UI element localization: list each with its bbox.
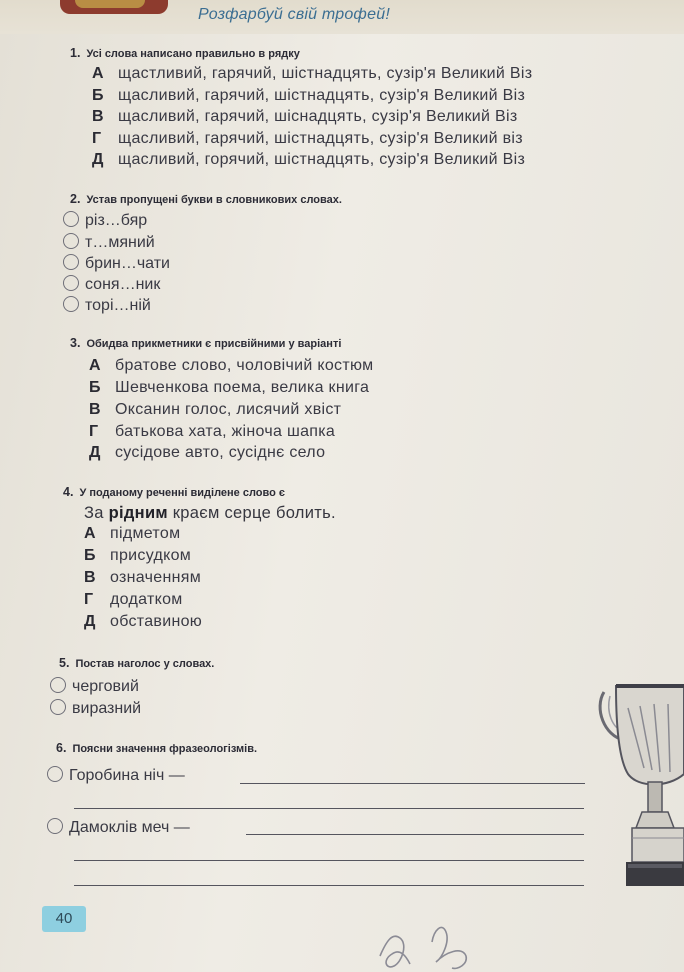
option-letter: В xyxy=(92,108,104,125)
question-1-title xyxy=(70,46,300,60)
question-4-number: 4. xyxy=(63,485,74,499)
q1-option-c[interactable] xyxy=(92,108,517,126)
question-3-text: Обидва прикметники є присвійними у варіанті xyxy=(86,338,342,350)
q3-option-c[interactable] xyxy=(89,401,341,419)
q3-option-d[interactable] xyxy=(89,423,335,441)
question-5-number: 5. xyxy=(59,656,70,670)
highlighted-word: рідним xyxy=(108,504,168,522)
option-letter: А xyxy=(89,357,101,374)
circle-marker-icon[interactable] xyxy=(47,766,63,782)
option-text: Шевченкова поема, велика книга xyxy=(115,379,370,396)
circle-marker-icon[interactable] xyxy=(50,677,66,693)
option-text: означенням xyxy=(110,569,202,586)
q3-option-a[interactable] xyxy=(89,357,373,375)
q2-item[interactable] xyxy=(63,275,160,294)
q3-option-b[interactable] xyxy=(89,379,369,397)
q4-sentence xyxy=(84,504,336,523)
option-text: присудком xyxy=(110,547,192,564)
q4-option-c[interactable] xyxy=(84,569,201,587)
option-letter: В xyxy=(84,569,96,586)
q1-option-b[interactable] xyxy=(92,87,525,105)
question-6-title xyxy=(56,741,257,755)
option-text: братове слово, чоловічий костюм xyxy=(115,357,374,374)
circle-marker-icon[interactable] xyxy=(63,233,79,249)
option-text: щасливий, гарячий, шістнадцять, сузір'я Великий віз xyxy=(118,130,523,147)
q6-item[interactable] xyxy=(47,818,190,837)
question-6-text: Поясни значення фразеологізмів. xyxy=(72,743,258,755)
option-text: підметом xyxy=(110,525,181,542)
page-title: Розфарбуй свій трофей! xyxy=(198,6,391,23)
question-2-text: Устав пропущені букви в словникових словах. xyxy=(86,194,342,206)
option-letter: В xyxy=(89,401,101,418)
option-letter: Д xyxy=(84,613,96,630)
q2-item-text: торі…ній xyxy=(85,297,151,314)
q6-item-text: Дамоклів меч — xyxy=(69,819,190,836)
answer-line[interactable] xyxy=(246,834,584,835)
q2-item-text: різ…бяр xyxy=(85,212,148,229)
q4-option-e[interactable] xyxy=(84,613,202,631)
option-text: сусідове авто, сусіднє село xyxy=(115,444,326,461)
q2-item[interactable] xyxy=(63,211,147,230)
q1-option-d[interactable] xyxy=(92,130,523,148)
trophy-icon xyxy=(598,678,684,892)
option-letter: А xyxy=(92,65,104,82)
option-text: щасливий, гарячий, шіснадцять, сузір'я Великий Віз xyxy=(118,108,518,125)
question-6-number: 6. xyxy=(56,741,67,755)
option-letter: Б xyxy=(92,87,104,104)
option-text: щасливий, горячий, шістнадцять, сузір'я Великий Віз xyxy=(118,151,526,168)
q3-option-e[interactable] xyxy=(89,444,325,462)
circle-marker-icon[interactable] xyxy=(47,818,63,834)
q2-item-text: брин…чати xyxy=(85,255,170,272)
option-letter: Д xyxy=(92,151,104,168)
page-number-badge: 40 xyxy=(42,906,86,932)
question-2-number: 2. xyxy=(70,192,81,206)
sentence-start: За xyxy=(84,504,109,522)
q5-item-text: виразний xyxy=(72,700,142,717)
handwritten-mark-icon xyxy=(372,912,472,972)
q4-option-a[interactable] xyxy=(84,525,180,543)
question-1-text: Усі слова написано правильно в рядку xyxy=(86,48,300,60)
option-text: щасливий, гарячий, шістнадцять, сузір'я Великий Віз xyxy=(118,87,526,104)
answer-line[interactable] xyxy=(74,885,584,886)
option-letter: Г xyxy=(92,130,102,147)
circle-marker-icon[interactable] xyxy=(63,275,79,291)
question-4-title xyxy=(63,485,285,499)
answer-line[interactable] xyxy=(74,808,584,809)
q4-option-d[interactable] xyxy=(84,591,183,609)
q5-item-text: черговий xyxy=(72,678,139,695)
sentence-end: краєм серце болить. xyxy=(167,504,336,522)
question-3-number: 3. xyxy=(70,336,81,350)
question-2-title xyxy=(70,192,342,206)
answer-line[interactable] xyxy=(74,860,584,861)
q6-item[interactable] xyxy=(47,766,185,785)
question-4-text: У поданому реченні виділене слово є xyxy=(79,487,285,499)
q2-item[interactable] xyxy=(63,254,170,273)
q2-item[interactable] xyxy=(63,233,155,252)
q5-item[interactable] xyxy=(50,699,141,718)
option-letter: Б xyxy=(89,379,101,396)
option-letter: Б xyxy=(84,547,96,564)
question-1-number: 1. xyxy=(70,46,81,60)
q5-item[interactable] xyxy=(50,677,139,696)
q1-option-e[interactable] xyxy=(92,151,525,169)
q4-option-b[interactable] xyxy=(84,547,191,565)
question-5-text: Постав наголос у словах. xyxy=(75,658,215,670)
circle-marker-icon[interactable] xyxy=(63,211,79,227)
option-text: додатком xyxy=(110,591,183,608)
option-text: щастливий, гарячий, шістнадцять, сузір'я Великий Віз xyxy=(118,65,533,82)
circle-marker-icon[interactable] xyxy=(63,254,79,270)
q2-item[interactable] xyxy=(63,296,151,315)
circle-marker-icon[interactable] xyxy=(63,296,79,312)
option-text: батькова хата, жіноча шапка xyxy=(115,423,336,440)
question-3-title xyxy=(70,336,341,350)
q2-item-text: т…мяний xyxy=(85,234,155,251)
option-letter: Г xyxy=(84,591,94,608)
q2-item-text: соня…ник xyxy=(85,276,161,293)
option-letter: Г xyxy=(89,423,99,440)
option-text: обставиною xyxy=(110,613,203,630)
circle-marker-icon[interactable] xyxy=(50,699,66,715)
question-5-title xyxy=(59,656,214,670)
option-letter: А xyxy=(84,525,96,542)
q1-option-a[interactable] xyxy=(92,65,532,83)
answer-line[interactable] xyxy=(240,783,585,784)
option-letter: Д xyxy=(89,444,101,461)
option-text: Оксанин голос, лисячий хвіст xyxy=(115,401,342,418)
header-decoration-accent xyxy=(75,0,145,8)
q6-item-text: Горобина ніч — xyxy=(69,767,185,784)
